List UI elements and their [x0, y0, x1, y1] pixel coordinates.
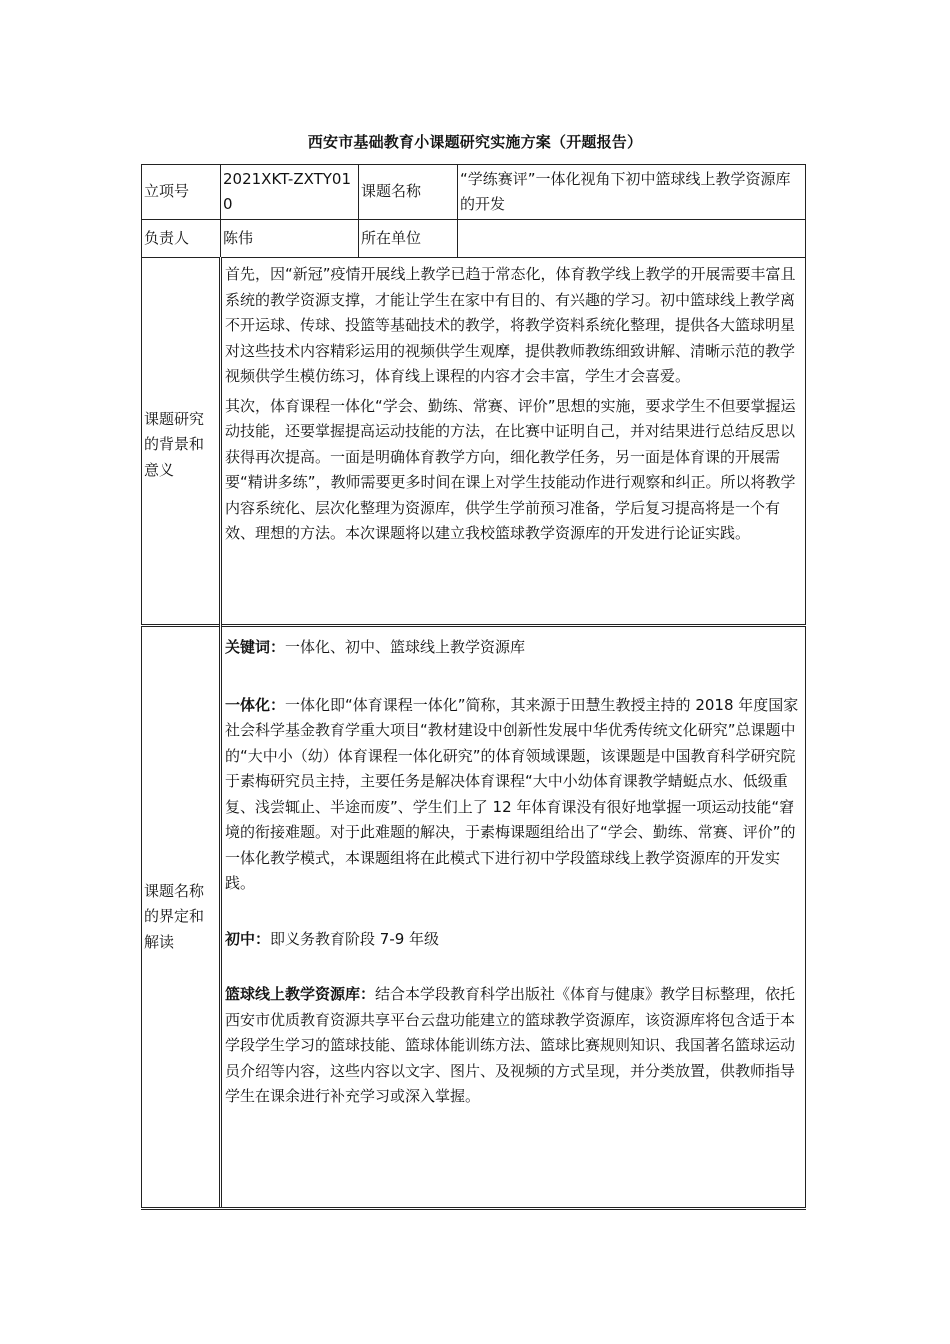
label-topic-name: 课题名称 — [359, 165, 458, 220]
table-row — [142, 258, 806, 626]
background-paragraph-2: 其次，体育课程一体化“学会、勤练、常赛、评价”思想的实施，要求学生不但要掌握运动技能，还要掌握提高运动技能的方法，在比赛中证明自己，并对结果进行总结反思以获得再次提高。一面是明确体育教学方向，细化教学任务，另一面是体育课的开展需要“精讲多练”，教师需要更多时间在课上对学生技能动作进行观察和纠正。所以将教学内容系统化、层次化整理为资源库，供学生学前预习准备，学后复习提高将是一个有效、理想的方法。本次课题将以建立我校篮球教学资源库的开发进行论证实践。 — [225, 396, 796, 542]
label-unit: 所在单位 — [359, 220, 458, 258]
label-owner: 负责人 — [142, 220, 221, 258]
label-background: 课题研究的背景和意义 — [142, 258, 221, 626]
topic-name-value: “学练赛评”一体化视角下初中篮球线上教学资源库的开发 — [458, 165, 806, 220]
label-definition: 课题名称的界定和解读 — [142, 626, 221, 1209]
project-id-value: 2021XKT-ZXTY010 — [221, 165, 359, 220]
resource-paragraph — [225, 982, 802, 1110]
junior-heading: 初中： — [225, 929, 271, 948]
unit-value — [458, 220, 806, 258]
integration-heading: 一体化： — [225, 695, 286, 714]
integration-text: 一体化即“体育课程一体化”简称，其来源于田慧生教授主持的 2018 年度国家社会科学基金教育学重大项目“教材建设中创新性发展中华优秀传统文化研究”总课题中的“大中小（幼）体育课程一体化研究”的体育领域课题，该课题是中国教育科学研究院于素梅研究员主持，主要任务是解决体育课程“大中小幼体育课教学蜻蜓点水、低级重复、浅尝辄止、半途而废”、学生们上了 12 年体育课没有很好地掌握一项运动技能“窘境的衔接难题。对于此难题的解决，于素梅课题组给出了“学会、勤练、常赛、评价”的一体化教学模式，本课题组将在此模式下进行初中学段篮球线上教学资源库的开发实践。 — [225, 695, 799, 892]
junior-text: 即义务教育阶段 7-9 年级 — [270, 929, 440, 948]
page-title: 西安市基础教育小课题研究实施方案（开题报告） — [307, 133, 643, 151]
resource-text: 结合本学段教育科学出版社《体育与健康》教学目标整理，依托西安市优质教育资源共享平台云盘功能建立的篮球教学资源库，该资源库将包含适于本学段学生学习的篮球技能、篮球体能训练方法、篮球比赛规则知识、我国著名篮球运动员介绍等内容，这些内容以文字、图片、及视频的方式呈现，并分类放置，供教师指导学生在课余进行补充学习或深入掌握。 — [225, 985, 796, 1105]
label-project-id: 立项号 — [142, 165, 221, 220]
report-table — [141, 164, 806, 1210]
table-row — [142, 165, 806, 220]
table-row — [142, 626, 806, 1209]
integration-paragraph — [225, 693, 802, 897]
keywords-paragraph — [225, 635, 802, 661]
keywords-text: 一体化、初中、篮球线上教学资源库 — [285, 638, 526, 656]
definition-content — [221, 626, 806, 1209]
table-row — [142, 220, 806, 258]
keywords-heading: 关键词： — [225, 638, 286, 656]
junior-paragraph — [225, 927, 802, 953]
background-paragraph-1: 首先，因“新冠”疫情开展线上教学已趋于常态化，体育教学线上教学的开展需要丰富且系统的教学资源支撑，才能让学生在家中有目的、有兴趣的学习。初中篮球线上教学离不开运球、传球、投篮等基础技术的教学，将教学资料系统化整理，提供各大篮球明星对这些技术内容精彩运用的视频供学生观摩，提供教师教练细致讲解、清晰示范的教学视频供学生模仿练习，体育线上课程的内容才会丰富，学生才会喜爱。 — [225, 265, 796, 385]
resource-heading: 篮球线上教学资源库： — [225, 985, 376, 1003]
owner-value: 陈伟 — [221, 220, 359, 258]
background-content — [221, 258, 806, 626]
